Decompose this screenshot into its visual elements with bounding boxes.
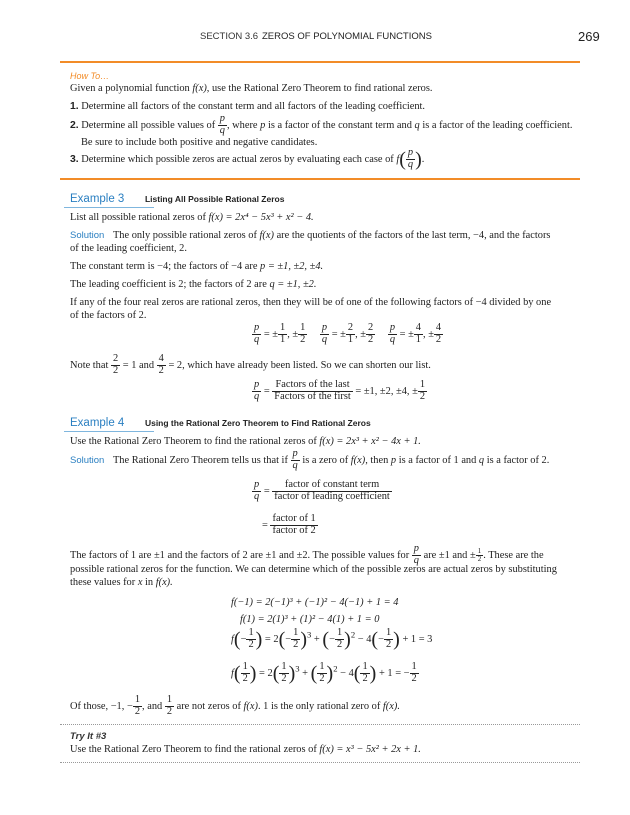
paren: ( <box>399 148 406 171</box>
text: , and <box>142 700 165 712</box>
howto-intro-fx: f(x) <box>192 83 207 94</box>
frac-den: 2 <box>435 333 442 345</box>
frac-num: 1 <box>281 661 287 672</box>
example-4-pq-ratio-2 <box>262 514 318 537</box>
solution-text: is a factor of 2. <box>484 454 550 466</box>
step-number: 1. <box>70 101 79 112</box>
frac-den: 1 <box>347 333 354 345</box>
howto-intro-text-2: , use the Rational Zero Theorem to find rational zeros. <box>206 83 433 94</box>
step-text: , where <box>226 119 261 131</box>
equals-pm: = ± <box>331 328 346 340</box>
fx: f(x) <box>243 700 258 712</box>
step-text: Determine all possible values of <box>81 119 218 131</box>
prompt-equation: f(x) = 2x⁴ − 5x³ + x² − 4. <box>208 212 314 223</box>
frac-den: q <box>254 390 260 402</box>
p-over-q-fraction <box>218 114 227 137</box>
page-number: 269 <box>578 29 600 44</box>
frac-num: 4 <box>158 353 164 364</box>
frac-num: p <box>254 322 260 333</box>
text: these values for <box>70 577 138 588</box>
text: = 1 and <box>122 359 157 371</box>
var-x: x <box>137 577 143 588</box>
fraction-half <box>279 662 288 685</box>
frac-den: 2 <box>134 705 141 717</box>
frac-num: 1 <box>279 322 286 333</box>
example-3-solution-cont: of the leading coefficient, 2. <box>70 243 187 254</box>
example-4-factors-line-3 <box>70 577 173 588</box>
math: p = ±1, ±2, ±4. <box>260 261 324 272</box>
prompt-equation: f(x) = 2x³ + x² − 4x + 1. <box>319 436 421 447</box>
frac-den: q <box>413 554 419 566</box>
text: The factors of 1 are ±1 and the factors of 2 are ±1 and ±2. The possible values for <box>70 549 412 561</box>
example-3-note <box>70 354 431 377</box>
frac-den: 1 <box>279 333 286 345</box>
example-title: Using the Rational Zero Theorem to Find Rational Zeros <box>144 418 371 428</box>
frac-num: Factors of the last <box>272 380 352 392</box>
frac-den: 2 <box>242 672 248 684</box>
equation: f(x) = x³ − 5x² + 2x + 1. <box>319 744 421 755</box>
frac-den: 2 <box>248 638 254 650</box>
period: . <box>421 153 425 165</box>
fraction <box>366 323 375 346</box>
howto-step-2 <box>70 114 572 137</box>
fraction-half <box>410 662 419 685</box>
text: are not zeros of <box>174 700 244 712</box>
example-3-if-line: If any of the four real zeros are rational zeros, then they will be of one of the following factors of −4 divided by one <box>70 297 552 308</box>
eval-minus-one: f(−1) = 2(−1)³ + (−1)² − 4(−1) + 1 = 4 <box>231 597 399 608</box>
fx: f(x). <box>382 700 400 712</box>
fraction-half <box>241 662 250 685</box>
eval-one: f(1) = 2(1)³ + (1)² − 4(1) + 1 = 0 <box>240 614 380 625</box>
text: . 1 is the only rational zero of <box>257 700 383 712</box>
text: Of those, −1, − <box>70 700 133 712</box>
howto-title: How To… <box>70 71 110 81</box>
howto-top-rule <box>60 61 580 63</box>
fraction-half <box>165 695 174 718</box>
frac-num: 1 <box>336 627 343 638</box>
p-over-q <box>291 449 300 472</box>
result: + 1 = 3 <box>402 633 433 645</box>
frac-num: 2 <box>112 353 119 364</box>
frac-den: 2 <box>411 672 417 684</box>
example-4-prompt <box>70 436 421 447</box>
tryit-top-rule <box>60 724 580 725</box>
section-title: ZEROS OF POLYNOMIAL FUNCTIONS <box>262 31 432 42</box>
example-3-if-line-cont: of the factors of 2. <box>70 310 147 321</box>
example-4-factors-line-2: possible rational zeros for the function. We can determine which of the possible zeros are actual zeros by substituting <box>70 564 557 575</box>
frac-num: factor of constant term <box>272 480 392 492</box>
frac-den: q <box>389 333 396 345</box>
text: Use the Rational Zero Theorem to find the rational zeros of <box>70 744 320 755</box>
comma-pm: , ± <box>355 328 366 340</box>
result-list: = ±1, ±2, ±4, ± <box>355 385 418 397</box>
var-q: q <box>414 119 420 131</box>
text: . These are the <box>483 549 544 561</box>
factor-ratio <box>270 514 317 537</box>
example-3-candidates <box>252 323 443 346</box>
text: = 2, which have already been listed. So we can shorten our list. <box>168 359 431 371</box>
running-header <box>0 31 630 45</box>
frac-num: 1 <box>166 694 173 705</box>
fraction-half <box>133 695 142 718</box>
example-3-leading-line <box>70 279 316 290</box>
frac-num: 1 <box>419 379 426 390</box>
frac-den: factor of leading coefficient <box>274 490 390 502</box>
frac-num: p <box>413 543 419 554</box>
frac-den: 2 <box>293 638 299 650</box>
fraction <box>346 323 355 346</box>
text: in <box>142 577 156 588</box>
prompt-text: List all possible rational zeros of <box>70 212 209 223</box>
howto-intro-text: Given a polynomial function <box>70 83 193 94</box>
fraction-half <box>246 628 255 651</box>
frac-den: 2 <box>477 554 482 563</box>
p-over-q <box>388 323 397 346</box>
fraction-half <box>317 662 326 685</box>
frac-num: 4 <box>415 322 421 333</box>
fraction-4-over-2 <box>157 354 166 377</box>
step-number: 3. <box>70 153 79 165</box>
example-4-conclusion <box>70 695 400 718</box>
equals-pm: = ± <box>263 328 278 340</box>
frac-num: factor of 1 <box>272 513 316 524</box>
howto-step-3 <box>70 148 424 171</box>
example-4-pq-ratio <box>252 480 392 503</box>
frac-den: 2 <box>336 638 343 650</box>
var-p: p <box>260 119 266 131</box>
frac-num: 1 <box>134 694 141 705</box>
howto-bottom-rule <box>60 178 580 180</box>
p-over-q <box>252 480 261 503</box>
paren: ) <box>415 148 422 171</box>
solution-text: is a zero of <box>299 454 351 466</box>
var-f: f <box>396 153 400 165</box>
frac-num: p <box>254 379 260 390</box>
example-3-constant-line <box>70 261 323 272</box>
frac-num: 1 <box>300 322 306 333</box>
prompt-text: Use the Rational Zero Theorem to find the rational zeros of <box>70 436 320 447</box>
example-3-solution <box>70 230 550 241</box>
howto-step-1 <box>70 101 425 112</box>
fraction-half <box>418 380 427 403</box>
solution-fx: f(x) <box>350 454 366 466</box>
var-p: p <box>390 454 397 466</box>
fraction-half <box>335 628 344 651</box>
example-label: Example 3 <box>70 193 125 205</box>
example-title: Listing All Possible Rational Zeros <box>144 194 285 204</box>
p-over-q-fraction <box>406 148 415 171</box>
solution-label: Solution <box>70 454 105 466</box>
section-label: SECTION 3.6 <box>200 31 259 42</box>
frac-den: 1 <box>415 333 421 345</box>
fraction-half <box>291 628 300 651</box>
fraction-half <box>384 628 393 651</box>
fraction-half <box>360 662 369 685</box>
example-4-solution <box>70 449 549 472</box>
frac-num: 1 <box>242 661 248 672</box>
comma-pm: , ± <box>423 328 434 340</box>
frac-num: 1 <box>248 627 254 638</box>
frac-num: p <box>292 448 298 459</box>
text: The leading coefficient is 2; the factors of 2 are <box>70 279 270 290</box>
frac-den: q <box>254 333 260 345</box>
frac-num: 2 <box>368 322 374 333</box>
equals: = <box>263 385 270 397</box>
frac-num: 1 <box>293 627 299 638</box>
frac-den: 2 <box>368 333 374 345</box>
var-q: q <box>478 454 485 466</box>
example-3-underline <box>64 207 154 208</box>
frac-num: 2 <box>347 322 354 333</box>
frac-den: 2 <box>166 705 173 717</box>
result: + 1 = − <box>378 667 410 679</box>
frac-den: q <box>407 158 414 170</box>
equals: = <box>263 485 270 497</box>
fx: f(x). <box>155 577 173 588</box>
solution-text: are the quotients of the factors of the last term, −4, and the factors <box>273 230 551 241</box>
frac-num: 1 <box>477 546 482 555</box>
factor-ratio <box>272 480 392 503</box>
frac-den: 2 <box>362 672 368 684</box>
step-text: is a factor of the leading coefficient. <box>419 119 573 131</box>
p-over-q <box>320 323 329 346</box>
step-text: Determine all factors of the constant term and all factors of the leading coefficient. <box>81 101 425 112</box>
howto-step-2-cont: Be sure to include both positive and negative candidates. <box>81 137 318 148</box>
frac-den: q <box>292 459 298 471</box>
frac-den: 2 <box>112 364 119 376</box>
tryit-text <box>70 744 421 755</box>
frac-num: 4 <box>435 322 442 333</box>
text: are ±1 and ± <box>421 549 476 561</box>
example-4-underline <box>64 431 154 432</box>
solution-text: The Rational Zero Theorem tells us that if <box>112 454 291 466</box>
frac-den: factor of 2 <box>272 524 316 536</box>
example-3-shortened <box>252 380 427 403</box>
frac-num: p <box>389 322 396 333</box>
frac-num: p <box>407 147 414 158</box>
example-4-heading <box>70 417 371 429</box>
tryit-bottom-rule <box>60 762 580 763</box>
frac-den: q <box>321 333 328 345</box>
comma-pm: , ± <box>287 328 299 340</box>
frac-num: p <box>219 113 225 124</box>
solution-label: Solution <box>70 230 105 241</box>
solution-text: , then <box>365 454 391 466</box>
step-number: 2. <box>70 119 79 131</box>
frac-den: 2 <box>300 333 306 345</box>
equals: = <box>262 519 268 531</box>
frac-num: 1 <box>362 661 368 672</box>
eval-half: f( $\frac{1}{2}$ ) = 2( $\frac{1}{2}$ )$^3$ + ( $\frac{1}{2}$ )$^2$ − 4( $\frac{1}{2}$ ) + 1 = − $\frac{1}{2}$ <box>231 661 417 685</box>
solution-text: is a factor of 1 and <box>396 454 479 466</box>
eval-minus-half: f(− $\frac{1}{2}$ ) = 2(− $\frac{1}{2}$ )$^3$ + (− $\frac{1}{2}$ )$^2$ − 4(− $\frac{1}{2}$ ) + 1 = 3 <box>231 627 433 651</box>
solution-fx: f(x) <box>259 230 274 241</box>
frac-den: q <box>254 490 260 502</box>
math: q = ±1, ±2. <box>269 279 317 290</box>
frac-num: p <box>254 479 260 490</box>
p-over-q <box>252 380 261 403</box>
example-3-heading <box>70 193 284 205</box>
fraction <box>434 323 443 346</box>
p-over-q <box>252 323 261 346</box>
example-label: Example 4 <box>70 417 125 429</box>
frac-den: 2 <box>319 672 325 684</box>
example-3-prompt <box>70 212 314 223</box>
frac-den: q <box>219 124 225 136</box>
fraction <box>278 323 287 346</box>
solution-text: The only possible rational zeros of <box>112 230 260 241</box>
fraction-2-over-2 <box>111 354 120 377</box>
frac-den: 2 <box>281 672 287 684</box>
frac-num: p <box>321 322 328 333</box>
step-text: is a factor of the constant term and <box>265 119 415 131</box>
frac-num: 1 <box>319 661 325 672</box>
fraction <box>414 323 423 346</box>
equals-pm: = ± <box>399 328 414 340</box>
howto-intro <box>70 83 433 94</box>
frac-num: 1 <box>385 627 392 638</box>
factors-fraction <box>272 380 352 403</box>
frac-den: 2 <box>419 390 426 402</box>
frac-den: 2 <box>385 638 392 650</box>
frac-num: 1 <box>411 661 417 672</box>
frac-den: 2 <box>158 364 164 376</box>
fraction <box>298 323 307 346</box>
step-text: Determine which possible zeros are actual zeros by evaluating each case of <box>81 153 397 165</box>
frac-den: Factors of the first <box>274 390 351 402</box>
text: The constant term is −4; the factors of −4 are <box>70 261 261 272</box>
tryit-label: Try It #3 <box>70 731 107 742</box>
text: Note that <box>70 359 111 371</box>
